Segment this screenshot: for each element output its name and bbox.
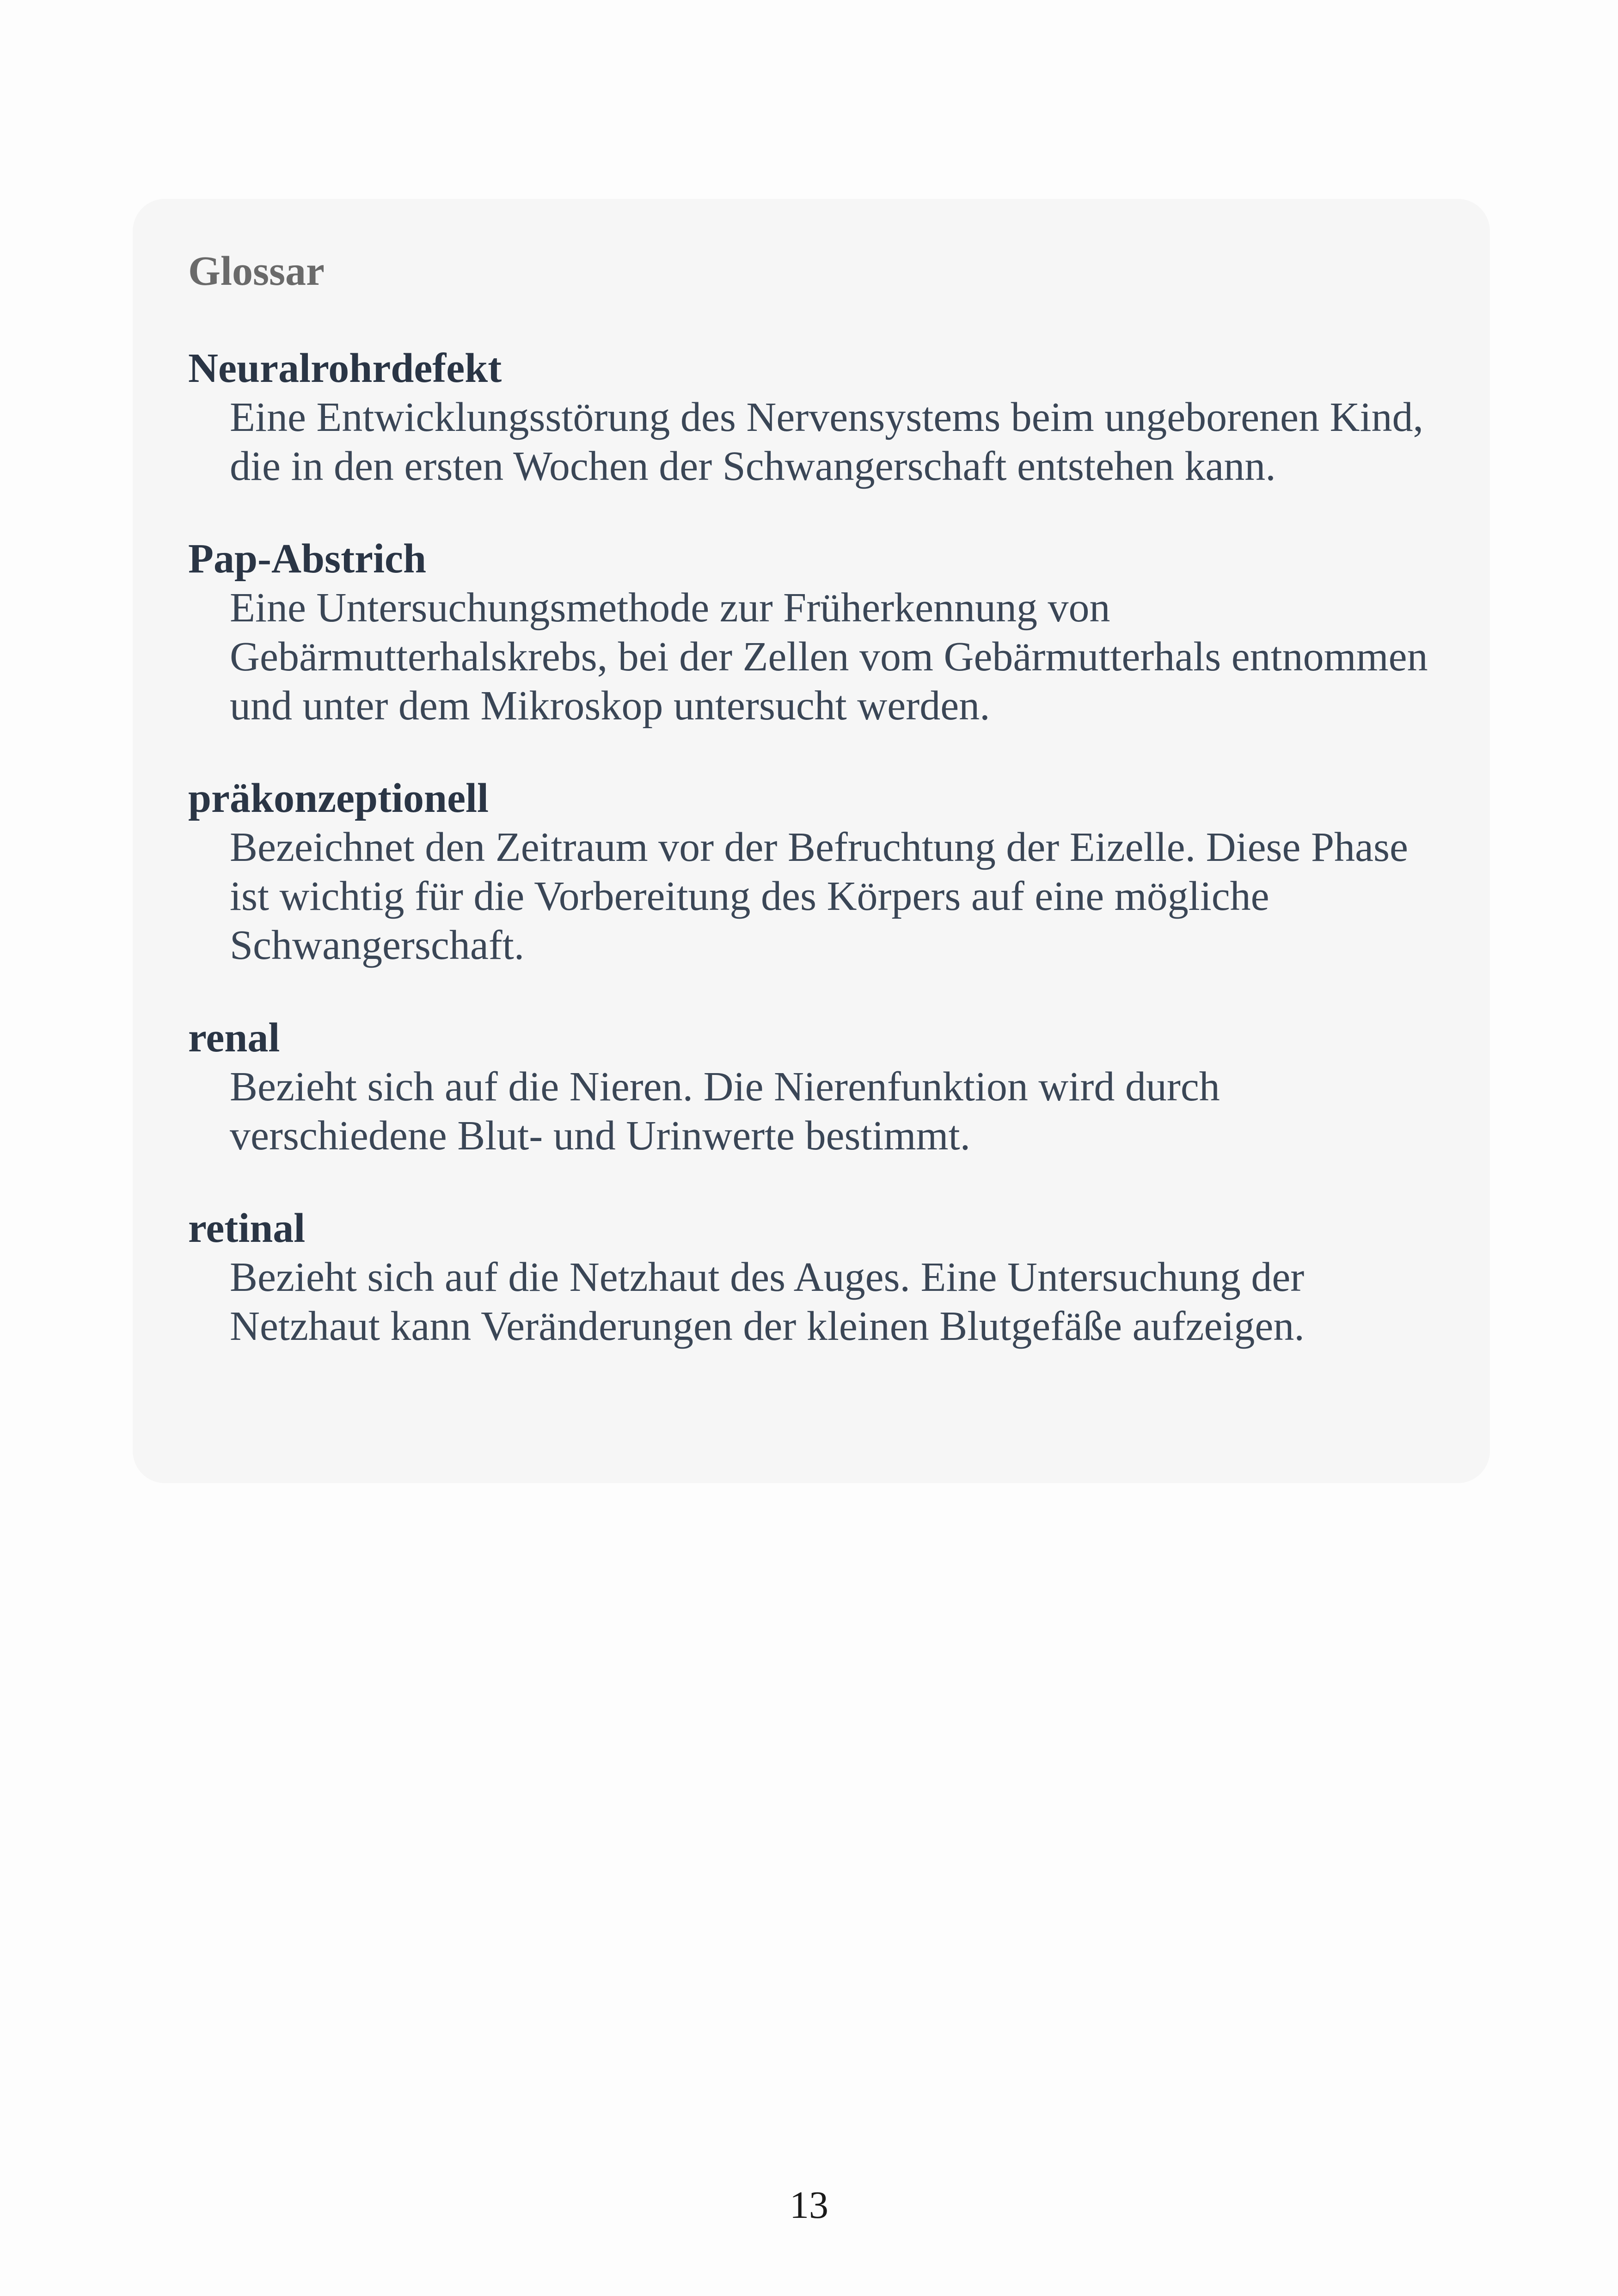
- glossary-definition: Eine Untersuchungsmethode zur Früherkennung von Gebärmutterhalskrebs, bei der Zellen vom Gebärmutterhals entnommen und unter dem Mikroskop untersucht werden.: [230, 585, 1428, 729]
- glossary-definition: Bezieht sich auf die Netzhaut des Auges. Eine Untersuchung der Netzhaut kann Veränderungen der kleinen Blutgefäße aufzeigen.: [230, 1254, 1305, 1349]
- glossary-box: [133, 199, 1490, 1483]
- glossary-entry: [188, 1204, 1434, 1351]
- glossary-definition: Eine Entwicklungsstörung des Nervensystems beim ungeborenen Kind, die in den ersten Wochen der Schwangerschaft entstehen kann.: [230, 394, 1424, 489]
- glossary-term: renal: [188, 1015, 280, 1061]
- glossary-title: Glossar: [188, 248, 325, 294]
- glossary-entry: [188, 344, 1434, 491]
- glossary-term: retinal: [188, 1205, 306, 1251]
- glossary-definition: Bezieht sich auf die Nieren. Die Nierenfunktion wird durch verschiedene Blut- und Urinwerte bestimmt.: [230, 1064, 1220, 1159]
- glossary-entry: [188, 774, 1434, 970]
- glossary-term: Pap-Abstrich: [188, 536, 426, 582]
- glossary-entry: [188, 534, 1434, 731]
- glossary-entry: [188, 1013, 1434, 1160]
- glossary-term: präkonzeptionell: [188, 775, 489, 821]
- glossary-definition: Bezeichnet den Zeitraum vor der Befruchtung der Eizelle. Diese Phase ist wichtig für die Vorbereitung des Körpers auf eine mögliche Schwangerschaft.: [230, 824, 1408, 968]
- glossary-term: Neuralrohrdefekt: [188, 345, 502, 391]
- page-number: 13: [790, 2184, 828, 2227]
